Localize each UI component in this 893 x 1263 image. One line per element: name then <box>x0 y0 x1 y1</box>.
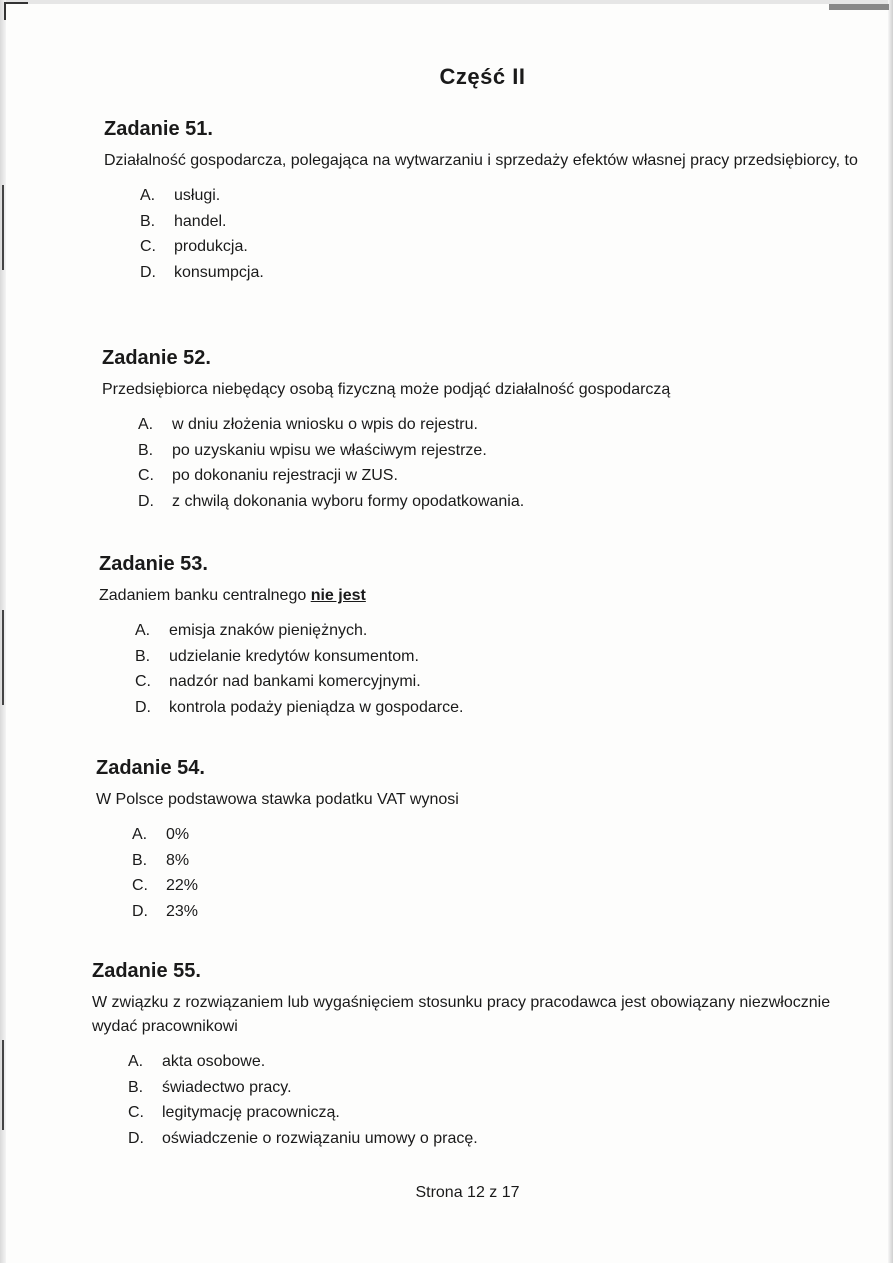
answer-option-c <box>135 669 859 695</box>
answer-option-c <box>128 1100 852 1126</box>
option-letter: A. <box>140 187 156 204</box>
option-text: 0% <box>166 826 190 843</box>
option-letter: B. <box>128 1078 144 1096</box>
answer-options <box>99 618 859 720</box>
option-text: nadzór nad bankami komercyjnymi. <box>169 673 421 690</box>
option-letter: A. <box>132 826 148 843</box>
option-letter: B. <box>140 212 156 230</box>
answer-option-c <box>140 234 864 260</box>
part-title: Część II <box>439 64 526 89</box>
answer-option-b <box>140 209 864 235</box>
option-letter: A. <box>135 622 151 639</box>
task-52 <box>102 347 862 514</box>
option-letter: D. <box>140 263 156 281</box>
option-text: usługi. <box>174 187 221 204</box>
option-letter: C. <box>140 238 156 255</box>
option-letter: D. <box>128 1129 144 1147</box>
task-51 <box>104 118 864 285</box>
answer-option-a <box>140 183 864 209</box>
task-heading: Zadanie 53. <box>99 553 208 575</box>
option-text: akta osobowe. <box>162 1053 266 1070</box>
answer-option-a <box>132 822 856 848</box>
task-question: W Polsce podstawowa stawka podatku VAT wynosi <box>96 791 459 808</box>
option-text: udzielanie kredytów konsumentom. <box>169 647 419 665</box>
option-text: po dokonaniu rejestracji w ZUS. <box>172 467 398 484</box>
task-heading: Zadanie 54. <box>96 757 205 779</box>
answer-option-d <box>140 260 864 286</box>
option-letter: D. <box>132 902 148 920</box>
option-text: 22% <box>166 877 199 894</box>
answer-option-c <box>138 463 862 489</box>
option-text: emisja znaków pieniężnych. <box>169 622 368 639</box>
task-question: W związku z rozwiązaniem lub wygaśnięciem stosunku pracy pracodawca jest obowiązany niezwłocznie wydać pracownikowi <box>92 994 831 1035</box>
option-letter: C. <box>138 467 154 484</box>
answer-option-d <box>135 695 859 721</box>
option-text: z chwilą dokonania wyboru formy opodatkowania. <box>172 492 525 510</box>
task-heading: Zadanie 52. <box>102 347 211 369</box>
option-letter: D. <box>138 492 154 510</box>
task-heading: Zadanie 51. <box>104 118 213 140</box>
task-question: Przedsiębiorca niebędący osobą fizyczną może podjąć działalność gospodarczą <box>102 381 671 398</box>
answer-option-d <box>138 489 862 515</box>
task-question-text: Zadaniem banku centralnego <box>99 587 307 604</box>
answer-option-b <box>138 438 862 464</box>
answer-options <box>92 1049 852 1151</box>
option-text: po uzyskaniu wpisu we właściwym rejestrze. <box>172 441 487 459</box>
task-54 <box>96 757 856 924</box>
option-letter: A. <box>138 416 154 433</box>
option-letter: B. <box>138 441 154 459</box>
scan-edge-top <box>0 0 893 4</box>
option-text: oświadczenie o rozwiązaniu umowy o pracę. <box>162 1129 478 1147</box>
scan-corner-mark <box>4 2 28 20</box>
option-text: legitymację pracowniczą. <box>162 1104 340 1121</box>
task-55 <box>92 960 852 1151</box>
answer-option-b <box>135 644 859 670</box>
answer-option-a <box>128 1049 852 1075</box>
answer-options <box>96 822 856 924</box>
task-53 <box>99 553 859 720</box>
binding-mark <box>2 1040 4 1130</box>
option-text: produkcja. <box>174 238 248 255</box>
option-letter: C. <box>135 673 151 690</box>
answer-option-b <box>132 848 856 874</box>
option-text: kontrola podaży pieniądza w gospodarce. <box>169 698 464 716</box>
binding-mark <box>2 610 4 705</box>
scan-corner-mark-right <box>829 4 889 10</box>
task-heading: Zadanie 55. <box>92 960 201 982</box>
answer-option-a <box>138 412 862 438</box>
option-text: konsumpcja. <box>174 263 264 281</box>
page-number: Strona 12 z 17 <box>415 1184 520 1201</box>
answer-options <box>104 183 864 285</box>
option-letter: B. <box>132 851 148 869</box>
option-text: 8% <box>166 851 190 869</box>
option-letter: C. <box>132 877 148 894</box>
option-text: 23% <box>166 902 199 920</box>
binding-mark <box>2 185 4 270</box>
task-question <box>99 584 859 608</box>
answer-option-a <box>135 618 859 644</box>
option-letter: D. <box>135 698 151 716</box>
answer-options <box>102 412 862 514</box>
option-letter: C. <box>128 1104 144 1121</box>
option-text: świadectwo pracy. <box>162 1078 292 1096</box>
answer-option-b <box>128 1075 852 1101</box>
option-letter: A. <box>128 1053 144 1070</box>
question-emphasis: nie jest <box>310 587 366 604</box>
answer-option-d <box>128 1126 852 1152</box>
answer-option-c <box>132 873 856 899</box>
option-letter: B. <box>135 647 151 665</box>
task-question: Działalność gospodarcza, polegająca na wytwarzaniu i sprzedaży efektów własnej pracy przedsiębiorcy, to <box>104 152 858 169</box>
answer-option-d <box>132 899 856 925</box>
option-text: handel. <box>174 212 227 230</box>
option-text: w dniu złożenia wniosku o wpis do rejestru. <box>172 416 478 433</box>
scan-edge-right <box>888 0 893 1263</box>
